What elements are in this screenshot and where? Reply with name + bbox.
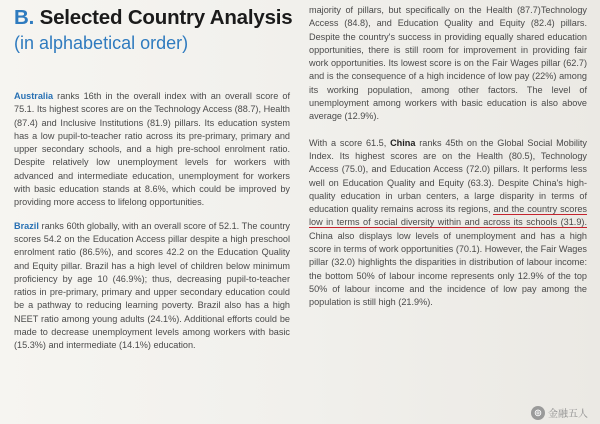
watermark-text: 金融五人 xyxy=(548,409,588,420)
watermark-logo xyxy=(531,405,588,420)
right-column xyxy=(309,4,587,310)
brazil-text: ranks 60th globally, with an overall score of 52.1. The country scores 54.2 on the Education Access pillar despite a high preschool enrolment ratio (86.5%), and scores 42.2 on the Education Quality and Equity pillar. Brazil has a high level of children below minimum proficiency by age 10 (46.9%); thus, decreasing pupil-to-teacher ratios in pre-primary, primary and upper secondary education could be a pathway to reducing learning poverty. Brazil also has a high NEET ratio among young adults (24.1%). Additional efforts could be made to decrease unemployment levels among workers with basic (15.3%) and intermediate (14.1%) education. xyxy=(14,220,290,351)
china-text-part2: China also displays low levels of unemployment and has a high score in terms of work opportunities (70.1). However, the Fair Wages pillar (32.0) highlights the disparities in distribution of labour income: the bottom 50% of labour income represents only 12.9% of the top 50% of labour income and the incidence of low pay among the population is still high (21.9%). xyxy=(309,230,587,308)
china-underlined-text: and the country scores low in terms of social diversity within and across its schools (31.9). xyxy=(309,204,587,228)
china-paragraph xyxy=(309,137,587,310)
china-text-part1: ranks 45th on the Global Social Mobility Index. Its highest scores are on the Health (80.5), Technology Access (75.0), and Education Access (72.0) pillars. It performs less well on Education Quality and Equity (63.3). Despite China's high-quality education in urban centers, a large disparity in terms of education quality remains across its regions, xyxy=(309,137,587,215)
brazil-paragraph xyxy=(14,220,290,353)
section-title xyxy=(14,6,293,30)
continued-paragraph: majority of pillars, but specifically on the Health (87.7)Technology Access (84.8), and Education Quality and Equity (82.4) pillars. Despite the country's success in providing equally shared education opportunities, there is still room for improvement in providing fair work opportunities. Its lowest score is on the Fair Wages pillar (62.7) and is the consequence of a high incidence of low pay (22%) among its working population, among other factors. The level of unemployment among workers with basic education is also above average (12.9%). xyxy=(309,5,587,122)
left-column xyxy=(14,6,293,353)
australia-paragraph xyxy=(14,90,290,210)
section-subtitle: (in alphabetical order) xyxy=(14,33,189,53)
china-intro: With a score 61.5, xyxy=(309,137,387,148)
brazil-name: Brazil xyxy=(14,220,39,231)
australia-name: Australia xyxy=(14,91,54,101)
australia-text: ranks 16th in the overall index with an overall score of 75.1. Its highest scores are on the Technology Access (88.7), Health (87.4) and Inclusive Institutions (81.9) pillars. Its education system has a low pupil-to-teacher ratio across its pre-primary, primary and upper secondary schools, and a high pre-school enrolment ratio. Despite relatively low unemployment levels for workers with advanced and intermediate education, unemployment for workers with basic education stands at 8.6%, which could be improved by providing more access to lifelong opportunities. xyxy=(14,91,290,208)
section-letter: B. xyxy=(14,6,35,29)
china-name: China xyxy=(390,137,416,148)
wechat-icon: ◎ xyxy=(531,406,545,420)
section-title-text: Selected Country Analysis xyxy=(39,6,293,29)
